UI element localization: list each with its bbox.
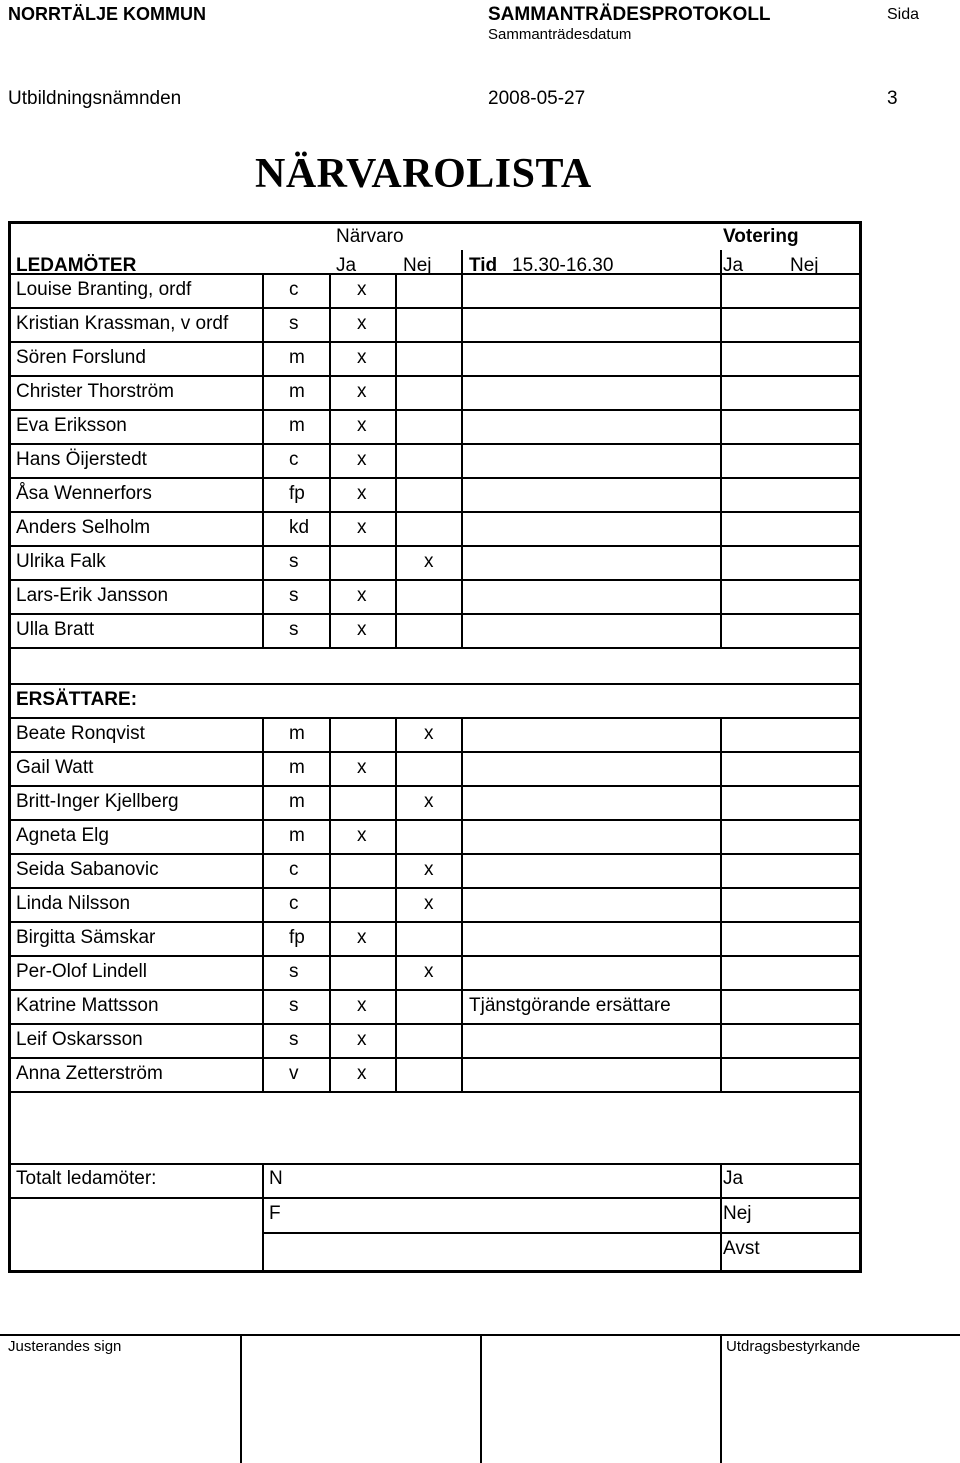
member-name: Hans Öijerstedt [16, 449, 147, 470]
presence-ja-header: Ja [336, 255, 357, 276]
substitute-row-rule [8, 887, 862, 889]
totals-row-rule [262, 1232, 862, 1234]
member-row-rule [8, 307, 862, 309]
substitute-row-rule [8, 1057, 862, 1059]
member-present-ja: x [357, 381, 367, 402]
substitute-party: fp [289, 927, 305, 948]
party-column-rule [262, 273, 264, 647]
substitute-party: c [289, 893, 299, 914]
substitute-name: Gail Watt [16, 757, 94, 778]
protocol-title: SAMMANTRÄDESPROTOKOLL [488, 4, 771, 25]
substitute-name: Agneta Elg [16, 825, 109, 846]
time-column-rule [461, 717, 463, 1091]
totals-row-rule [8, 1197, 862, 1199]
member-present-ja: x [357, 347, 367, 368]
time-column-rule [461, 250, 463, 647]
substitute-note: Tjänstgörande ersättare [469, 995, 671, 1016]
substitutes-header-rule [8, 717, 862, 719]
member-present-ja: x [357, 483, 367, 504]
member-party: m [289, 415, 305, 436]
member-present-ja: x [357, 279, 367, 300]
member-row-rule [8, 477, 862, 479]
member-party: kd [289, 517, 310, 538]
meeting-date: 2008-05-27 [488, 88, 586, 109]
members-header: LEDAMÖTER [16, 255, 137, 276]
member-present-nej: x [424, 551, 434, 572]
substitute-party: s [289, 1029, 299, 1050]
member-party: s [289, 551, 299, 572]
ja-column-rule [329, 717, 331, 1091]
substitute-present-ja: x [357, 995, 367, 1016]
member-party: m [289, 347, 305, 368]
member-name: Lars-Erik Jansson [16, 585, 169, 606]
member-name: Christer Thorström [16, 381, 175, 402]
member-party: s [289, 619, 299, 640]
substitute-present-ja: x [357, 927, 367, 948]
substitute-row-rule [8, 853, 862, 855]
party-column-rule [262, 717, 264, 1091]
member-party: c [289, 449, 299, 470]
substitute-present-ja: x [357, 757, 367, 778]
substitute-row-rule [8, 819, 862, 821]
substitute-name: Britt-Inger Kjellberg [16, 791, 179, 812]
substitute-party: v [289, 1063, 299, 1084]
member-name: Kristian Krassman, v ordf [16, 313, 229, 334]
member-name: Louise Branting, ordf [16, 279, 192, 300]
totals-left-rule [262, 1163, 264, 1270]
vote-column-rule [720, 250, 722, 647]
substitute-present-nej: x [424, 791, 434, 812]
nej-column-rule [395, 273, 397, 647]
footer-sign-box-middle [480, 1334, 482, 1463]
presence-nej-header: Nej [403, 255, 432, 276]
vote-ja-header: Ja [723, 255, 744, 276]
substitute-party: m [289, 757, 305, 778]
members-header-rule [8, 273, 862, 275]
substitutes-header: ERSÄTTARE: [16, 689, 138, 710]
member-party: c [289, 279, 299, 300]
member-party: m [289, 381, 305, 402]
time-label: Tid [469, 255, 498, 276]
substitute-present-nej: x [424, 961, 434, 982]
member-name: Sören Forslund [16, 347, 146, 368]
member-name: Eva Eriksson [16, 415, 127, 436]
member-name: Ulla Bratt [16, 619, 95, 640]
page-label: Sida [887, 6, 920, 23]
member-row-rule [8, 647, 862, 649]
member-row-rule [8, 579, 862, 581]
member-present-ja: x [357, 585, 367, 606]
footer-sign-box-right [720, 1334, 722, 1463]
substitute-name: Seida Sabanovic [16, 859, 159, 880]
blank-row-rule [8, 683, 862, 685]
totals-avst-label: Avst [723, 1238, 760, 1259]
substitute-party: m [289, 825, 305, 846]
member-name: Ulrika Falk [16, 551, 106, 572]
member-name: Åsa Wennerfors [16, 483, 152, 504]
substitute-present-ja: x [357, 825, 367, 846]
justerandes-sign-label: Justerandes sign [8, 1338, 122, 1355]
totals-ja-label: Ja [723, 1168, 744, 1189]
presence-header: Närvaro [336, 226, 404, 247]
substitute-party: s [289, 995, 299, 1016]
substitute-row-rule [8, 751, 862, 753]
member-party: fp [289, 483, 305, 504]
substitute-name: Linda Nilsson [16, 893, 131, 914]
substitute-present-ja: x [357, 1063, 367, 1084]
substitute-name: Katrine Mattsson [16, 995, 159, 1016]
member-present-ja: x [357, 517, 367, 538]
time-value: 15.30-16.30 [512, 255, 614, 276]
substitute-row-rule [8, 989, 862, 991]
utdragsbestyrkande-label: Utdragsbestyrkande [726, 1338, 861, 1355]
member-party: s [289, 313, 299, 334]
totals-right-rule [720, 1163, 722, 1270]
member-row-rule [8, 511, 862, 513]
member-row-rule [8, 613, 862, 615]
attendance-table [8, 221, 862, 1273]
page-title: NÄRVAROLISTA [255, 151, 592, 197]
substitute-row-rule [8, 1023, 862, 1025]
member-row-rule [8, 409, 862, 411]
substitute-party: m [289, 791, 305, 812]
totals-label: Totalt ledamöter: [16, 1168, 157, 1189]
municipality-name: NORRTÄLJE KOMMUN [8, 4, 206, 24]
totals-n-label: N [269, 1168, 283, 1189]
substitute-present-ja: x [357, 1029, 367, 1050]
substitute-present-nej: x [424, 723, 434, 744]
substitute-row-rule [8, 921, 862, 923]
substitute-name: Birgitta Sämskar [16, 927, 156, 948]
nej-column-rule [395, 717, 397, 1091]
totals-nej-label: Nej [723, 1203, 752, 1224]
substitute-party: m [289, 723, 305, 744]
substitute-name: Anna Zetterström [16, 1063, 163, 1084]
substitute-row-rule [8, 955, 862, 957]
substitute-name: Per-Olof Lindell [16, 961, 147, 982]
totals-f-label: F [269, 1203, 281, 1224]
vote-header: Votering [723, 226, 799, 247]
substitute-present-nej: x [424, 893, 434, 914]
substitute-name: Leif Oskarsson [16, 1029, 143, 1050]
footer-sign-box-left [240, 1334, 242, 1463]
vote-column-rule [720, 717, 722, 1091]
substitute-present-nej: x [424, 859, 434, 880]
ja-column-rule [329, 273, 331, 647]
member-row-rule [8, 341, 862, 343]
totals-top-rule [8, 1163, 862, 1165]
member-name: Anders Selholm [16, 517, 151, 538]
member-present-ja: x [357, 449, 367, 470]
member-present-ja: x [357, 619, 367, 640]
member-row-rule [8, 375, 862, 377]
member-present-ja: x [357, 313, 367, 334]
meeting-date-label: Sammanträdesdatum [488, 26, 632, 43]
substitute-party: s [289, 961, 299, 982]
member-party: s [289, 585, 299, 606]
substitute-party: c [289, 859, 299, 880]
member-present-ja: x [357, 415, 367, 436]
member-row-rule [8, 545, 862, 547]
page-number: 3 [887, 88, 898, 109]
substitute-name: Beate Ronqvist [16, 723, 145, 744]
substitute-row-rule [8, 1091, 862, 1093]
substitute-row-rule [8, 785, 862, 787]
vote-nej-header: Nej [790, 255, 819, 276]
member-row-rule [8, 443, 862, 445]
board-name: Utbildningsnämnden [8, 88, 182, 109]
